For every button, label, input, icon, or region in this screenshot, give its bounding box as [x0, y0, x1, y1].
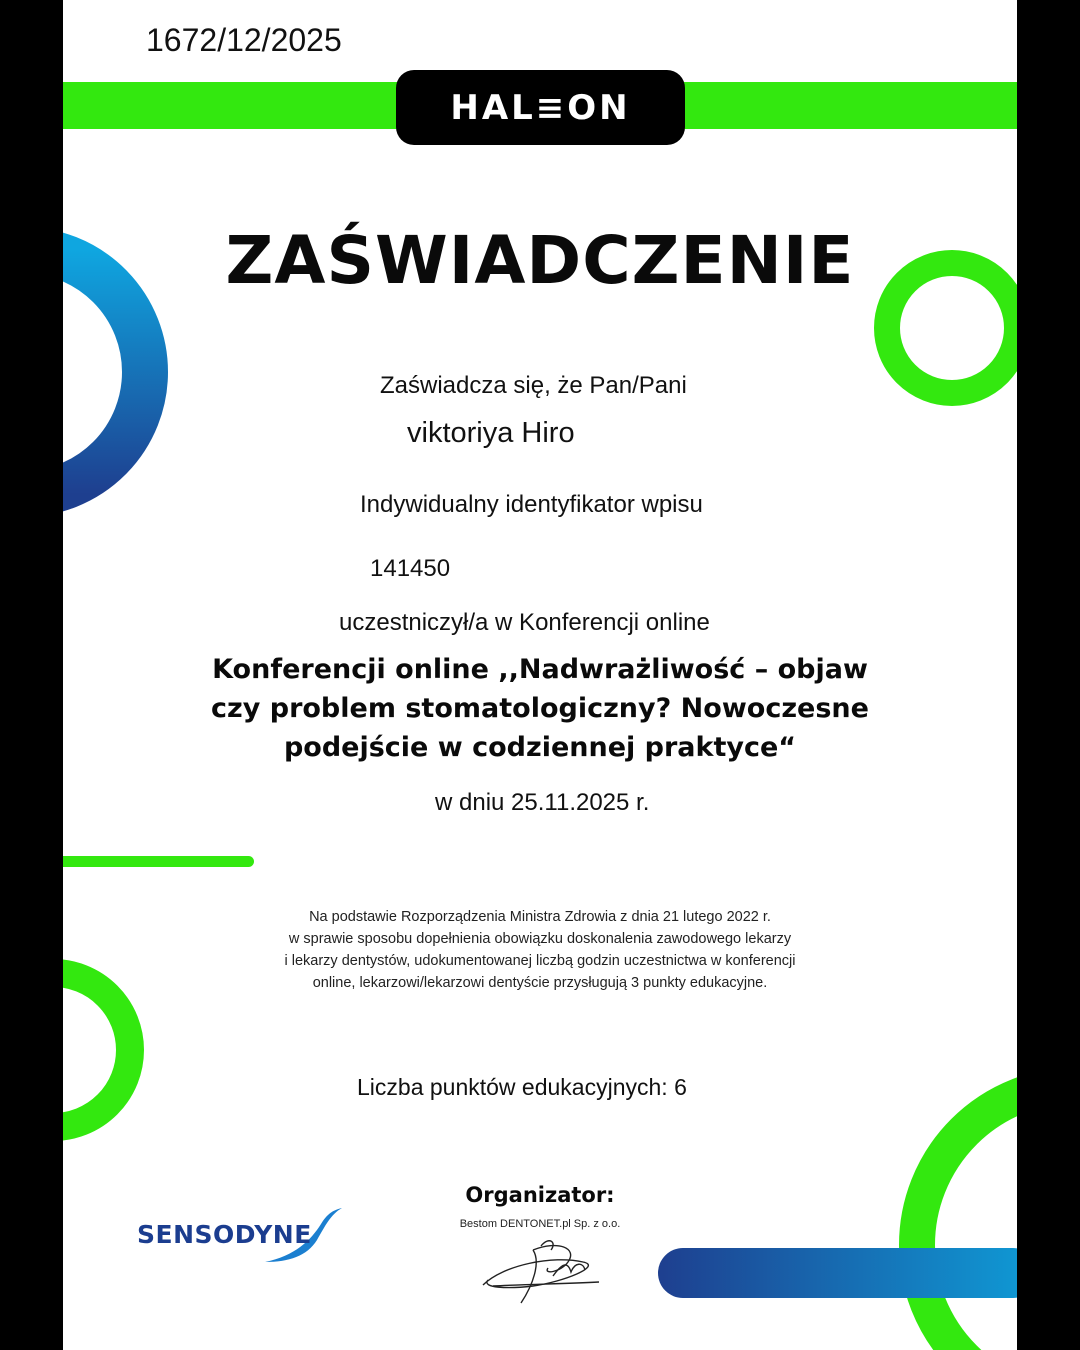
legal-text-line: i lekarzy dentystów, udokumentowanej liczbą godzin uczestnictwa w konferencji [284, 953, 796, 969]
education-points: Liczba punktów edukacyjnych: 6 [357, 1074, 687, 1100]
participant-name: viktoriya Hiro [407, 417, 575, 449]
participation-text: uczestniczył/a w Konferencji online [339, 609, 710, 636]
event-title-line: Konferencji online ,,Nadwrażliwość – objaw [212, 654, 868, 685]
legal-text [213, 906, 867, 994]
event-title-line: podejście w codziennej praktyce“ [283, 732, 797, 763]
left-green-ring [63, 973, 130, 1127]
bottom-right-green-ring [917, 1085, 1017, 1350]
certificate-page [63, 0, 1017, 1350]
identifier-label: Indywidualny identyfikator wpisu [360, 491, 703, 518]
event-date: w dniu 25.11.2025 r. [435, 789, 650, 816]
certificate-title: ZAŚWIADCZENIE [225, 222, 855, 299]
legal-text-line: Na podstawie Rozporządzenia Ministra Zdrowia z dnia 21 lutego 2022 r. [309, 909, 771, 925]
event-title-line: czy problem stomatologiczny? Nowoczesne [211, 693, 869, 724]
sensodyne-logo: SENSODYNE [137, 1220, 312, 1249]
legal-text-line: online, lekarzowi/lekarzowi dentyście przysługują 3 punkty edukacyjne. [312, 975, 768, 991]
intro-text: Zaświadcza się, że Pan/Pani [380, 372, 687, 399]
haleon-logo-text: HAL≡ON [450, 87, 631, 128]
haleon-logo [396, 70, 685, 145]
organizer-label: Organizator: [465, 1183, 615, 1207]
event-title [183, 650, 897, 767]
bottom-blue-bar [658, 1248, 1017, 1298]
legal-text-line: w sprawie sposobu dopełnienia obowiązku doskonalenia zawodowego lekarzy [288, 931, 792, 947]
signature [483, 1241, 599, 1303]
identifier-value: 141450 [370, 555, 451, 582]
organizer-name: Bestom DENTONET.pl Sp. z o.o. [459, 1218, 621, 1230]
certificate-number: 1672/12/2025 [146, 22, 342, 58]
green-accent-line [63, 856, 254, 867]
